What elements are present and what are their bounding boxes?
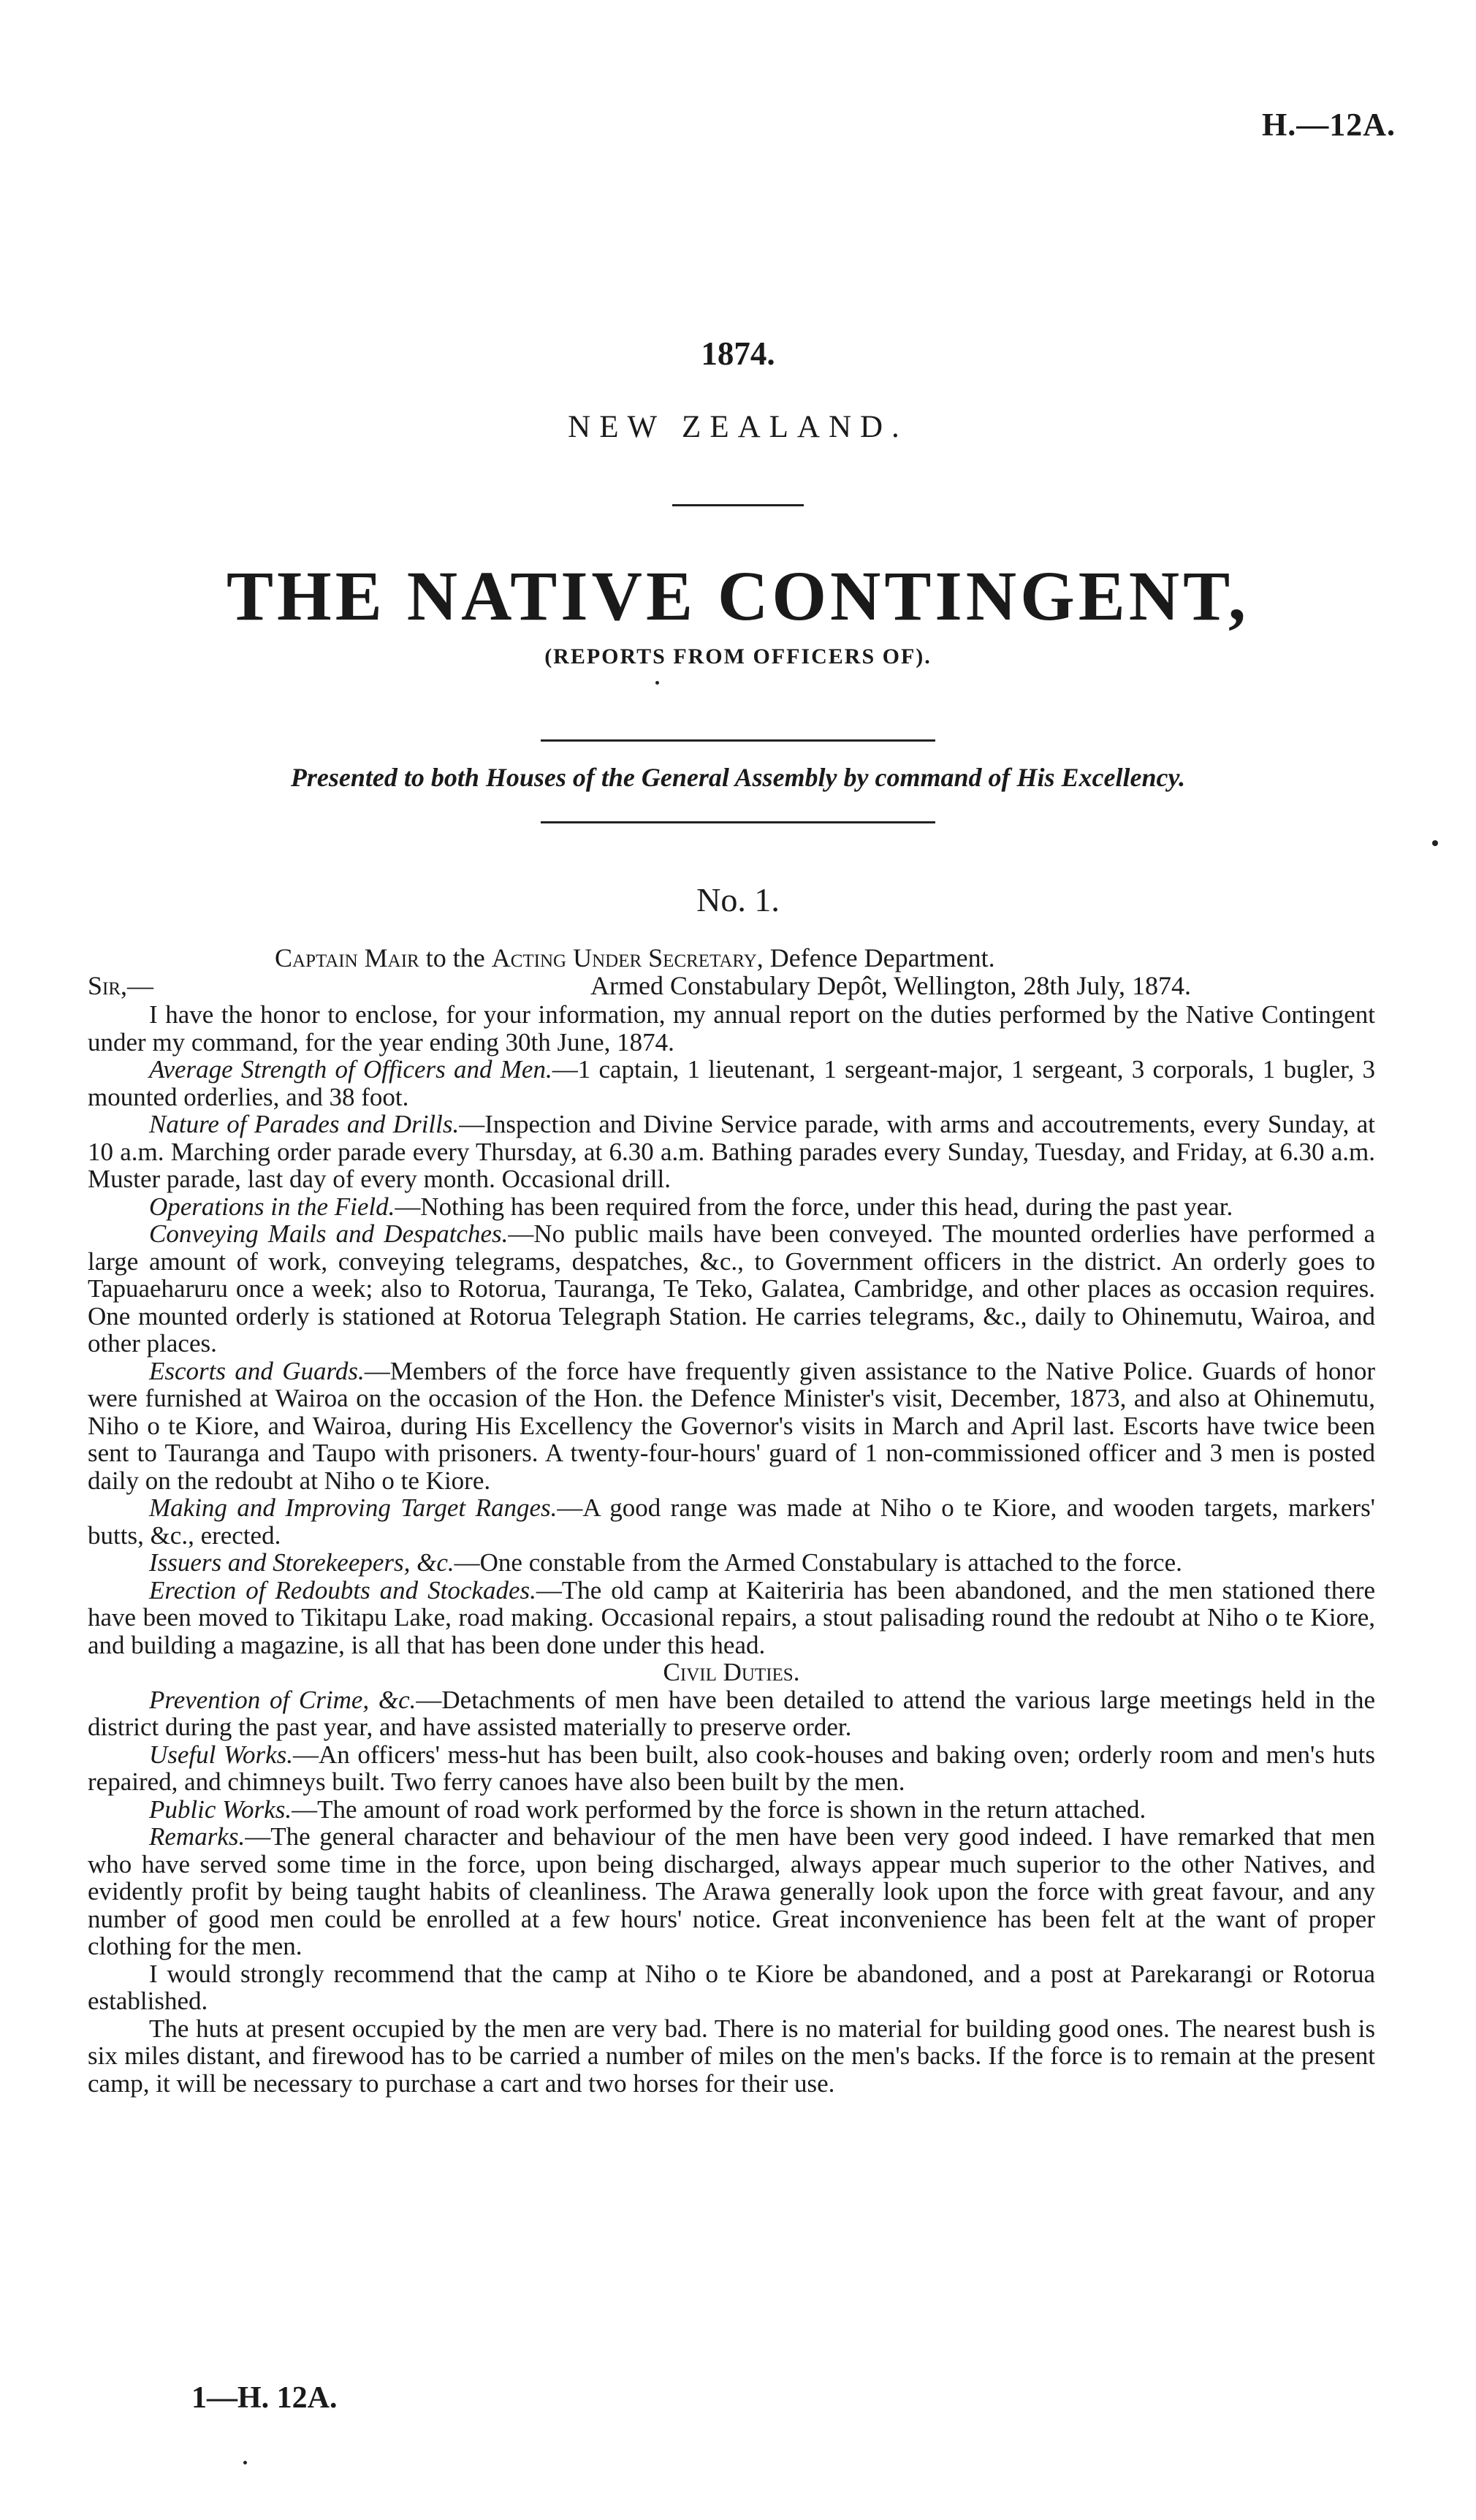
footer-dot [243,2461,247,2464]
rule-short [672,504,804,506]
paragraph-text: —Nothing has been required from the force, under this head, during the past year. [395,1192,1233,1221]
paragraph [88,1796,1375,1824]
paragraph-heading: Making and Improving Target Ranges. [149,1493,558,1522]
rule-above-presented [541,739,935,742]
paragraph [88,1741,1375,1796]
paragraph-heading: Useful Works. [149,1740,293,1769]
paragraph [88,1960,1375,2015]
paragraph-text: —1 captain, 1 lieutenant, 1 sergeant-major, 1 sergeant, 3 corporals, 1 bugler, 3 mounted orderlies, and 38 foot. [88,1055,1375,1111]
paragraph-text: —The amount of road work performed by the force is shown in the return attached. [292,1794,1146,1824]
paragraph-heading: Average Strength of Officers and Men. [149,1055,552,1084]
paragraph-heading: Escorts and Guards. [149,1356,365,1385]
paragraph [88,1056,1375,1111]
footer-signature: 1—H. 12A. [191,2381,338,2415]
paragraph-text: —One constable from the Armed Constabulary is attached to the force. [454,1548,1182,1577]
paragraph-heading: Operations in the Field. [149,1192,395,1221]
paragraph-heading: Prevention of Crime, &c. [149,1685,416,1714]
paragraph [88,1549,1375,1577]
letter-address: Armed Constabulary Depôt, Wellington, 28th July, 1874. [590,971,1192,1000]
paragraph-text: —Detachments of men have been detailed to attend the various large meetings held in the district during the past year, and have assisted materially to preserve order. [88,1685,1375,1741]
paragraph [88,1111,1375,1193]
paragraph [88,1358,1375,1495]
paragraph-heading: Public Works. [149,1794,292,1824]
letter-heading [275,943,995,973]
main-title: THE NATIVE CONTINGENT, [227,557,1249,635]
recipient-name: Acting Under Secretary [491,943,757,972]
page-reference: H.—12A. [1262,107,1396,142]
paragraph-text: —Inspection and Divine Service parade, with arms and accoutrements, every Sunday, at 10 a.m. Marching order parade every Thursday, at 6.30 a.m. Bathing parades every Sunday, Tuesday, and Friday, at 6.30 a.m. Muster parade, last day of every month. Occasional drill. [88,1110,1375,1193]
paragraph-text: —An officers' mess-hut has been built, also cook-houses and baking oven; orderly room and men's huts repaired, and chimneys built. Two ferry canoes have also been built by the men. [88,1740,1375,1796]
rule-below-presented [541,821,935,823]
paragraph-text: —The general character and behaviour of the men have been very good indeed. I have remarked that men who have served some time in the force, upon being discharged, always appear much superior to the other Natives, and evidently profit by being taught habits of cleanliness. The Arawa generally look upon the force with great favour, and any number of good men could be enrolled at a few hours' notice. Great inconvenience has been felt at the want of proper clothing for the men. [88,1822,1375,1960]
paragraph-heading: Issuers and Storekeepers, &c. [149,1548,454,1577]
salutation: Sir,— [88,971,154,1000]
civil-duties-heading: Civil Duties. [663,1658,800,1686]
sender-name: Captain Mair [275,943,419,972]
letter-body [88,1001,1375,2097]
paragraph-text: I would strongly recommend that the camp at Niho o te Kiore be abandoned, and a post at Parekarangi or Rotorua established. [88,1959,1375,2015]
paragraph-text: I have the honor to enclose, for your information, my annual report on the duties performed by the Native Contingent under my command, for the year ending 30th June, 1874. [88,1000,1375,1057]
department: , Defence Department. [756,943,995,972]
paragraph-heading: Erection of Redoubts and Stockades. [149,1575,536,1604]
paragraph-text: The huts at present occupied by the men are very bad. There is no material for building good ones. The nearest bush is six miles distant, and firewood has to be carried a number of miles on the men's backs. If the force is to remain at the present camp, it will be necessary to purchase a cart and two horses for their use. [88,2014,1375,2098]
paragraph [88,2015,1375,2098]
paragraph-heading: Nature of Parades and Drills. [149,1110,460,1138]
paragraph-text: —Members of the force have frequently given assistance to the Native Police. Guards of honor were furnished at Wairoa on the occasion of the Hon. the Defence Minister's visit, December, 1873, and also at Ohinemutu, Niho o te Kiore, and Wairoa, during His Excellency the Governor's visits in March and April last. Escorts have twice been sent to Tauranga and Taupo with prisoners. A twenty-four-hours' guard of 1 non-commissioned officer and 3 men is posted daily on the redoubt at Niho o te Kiore. [88,1356,1376,1495]
document-number: No. 1. [696,881,780,918]
paragraph [88,1220,1375,1358]
paragraph [88,1577,1375,1659]
paragraph-text: —The old camp at Kaiteriria has been abandoned, and the men stationed there have been moved to Tikitapu Lake, road making. Occasional repairs, a stout palisading round the redoubt at Niho o te Kiore, and building a magazine, is all that has been done under this head. [88,1575,1375,1659]
paragraph [88,1494,1375,1549]
paragraph [88,1823,1375,1960]
paragraph [88,1001,1375,1056]
presented-line: Presented to both Houses of the General Assembly by command of His Excellency. [290,763,1186,792]
subtitle: (REPORTS FROM OFFICERS OF). [544,644,932,669]
document-year: 1874. [701,335,775,372]
paragraph-text: —A good range was made at Niho o te Kiore, and wooden targets, markers' butts, &c., erected. [88,1493,1375,1550]
paragraph [88,1193,1375,1221]
margin-dot [1432,840,1438,846]
paragraph-heading: Conveying Mails and Despatches. [149,1219,509,1248]
paragraph [88,1686,1375,1741]
to-word: to the [425,943,485,972]
paragraph-heading: Remarks. [149,1822,246,1851]
paragraph-text: —No public mails have been conveyed. The mounted orderlies have performed a large amount of work, conveying telegrams, despatches, &c., to Government officers in the district. An orderly goes to Tapuaeharuru once a week; also to Rotorua, Tauranga, Te Teko, Galatea, Cambridge, and other places as occasion requires. One mounted orderly is stationed at Rotorua Telegraph Station. He carries telegrams, &c., daily to Ohinemutu, Wairoa, and other places. [88,1219,1375,1358]
country-heading: NEW ZEALAND. [568,410,908,444]
center-dot [655,681,659,685]
